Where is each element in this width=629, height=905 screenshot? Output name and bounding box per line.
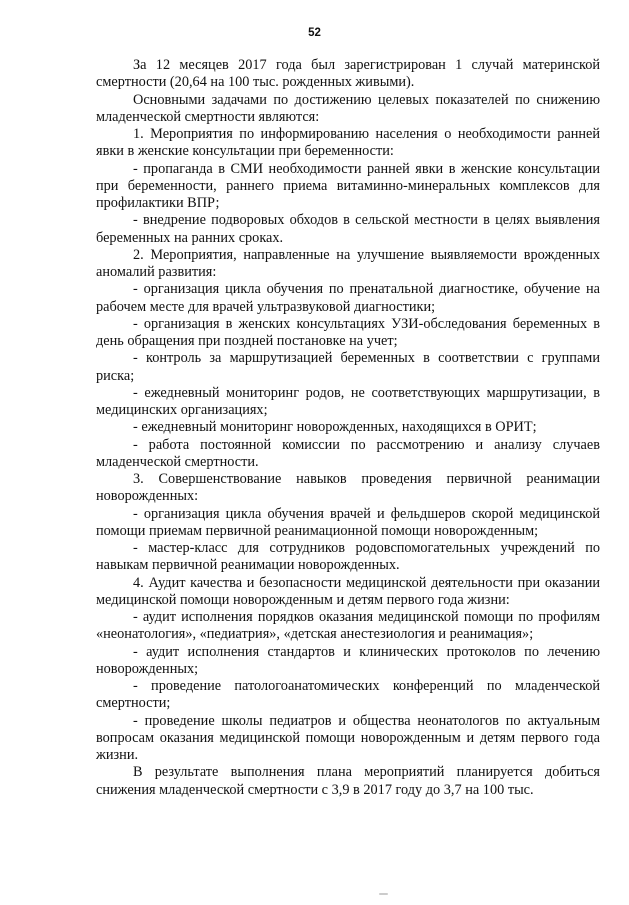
list-item: - проведение патологоанатомических конференций по младенческой смертности; — [96, 678, 600, 712]
list-item: - пропаганда в СМИ необходимости ранней явки в женские консультации при беременности, раннего приема витаминно-минеральных комплексов для профилактики ВПР; — [96, 160, 600, 211]
list-item: - внедрение подворовых обходов в сельской местности в целях выявления беременных на ранних сроках. — [96, 212, 600, 246]
list-item: - проведение школы педиатров и общества неонатологов по актуальным вопросам оказания медицинской помощи новорожденным и детям первого года жизни. — [96, 712, 600, 763]
scan-mark — [379, 893, 388, 895]
paragraph-maternal-mortality: За 12 месяцев 2017 года был зарегистрирован 1 случай материнской смертности (20,64 на 100 тыс. рожденных живыми). — [96, 57, 600, 91]
paragraph-main-tasks-intro: Основными задачами по достижению целевых показателей по снижению младенческой смертности являются: — [96, 91, 600, 125]
document-body — [96, 57, 600, 799]
section-3-heading: 3. Совершенствование навыков проведения первичной реанимации новорожденных: — [96, 471, 600, 505]
list-item: - организация цикла обучения по пренатальной диагностике, обучение на рабочем месте для врачей ультразвуковой диагностики; — [96, 281, 600, 315]
list-item: - организация цикла обучения врачей и фельдшеров скорой медицинской помощи приемам первичной реанимационной помощи новорожденным; — [96, 505, 600, 539]
list-item: - мастер-класс для сотрудников родовспомогательных учреждений по навыкам первичной реанимации новорожденных. — [96, 540, 600, 574]
page-number: 52 — [308, 27, 321, 39]
list-item: - аудит исполнения стандартов и клинических протоколов по лечению новорожденных; — [96, 643, 600, 677]
section-1-heading: 1. Мероприятия по информированию населения о необходимости ранней явки в женские консультации при беременности: — [96, 126, 600, 160]
list-item: - ежедневный мониторинг родов, не соответствующих маршрутизации, в медицинских организациях; — [96, 384, 600, 418]
list-item: - работа постоянной комиссии по рассмотрению и анализу случаев младенческой смертности. — [96, 436, 600, 470]
paragraph-expected-result: В результате выполнения плана мероприятий планируется добиться снижения младенческой смертности с 3,9 в 2017 году до 3,7 на 100 тыс. — [96, 764, 600, 798]
section-2-heading: 2. Мероприятия, направленные на улучшение выявляемости врожденных аномалий развития: — [96, 246, 600, 280]
list-item: - организация в женских консультациях УЗИ-обследования беременных в день обращения при поздней постановке на учет; — [96, 315, 600, 349]
list-item: - контроль за маршрутизацией беременных в соответствии с группами риска; — [96, 350, 600, 384]
section-4-heading: 4. Аудит качества и безопасности медицинской деятельности при оказании медицинской помощи новорожденным и детям первого года жизни: — [96, 574, 600, 608]
list-item: - ежедневный мониторинг новорожденных, находящихся в ОРИТ; — [133, 419, 537, 436]
list-item: - аудит исполнения порядков оказания медицинской помощи по профилям «неонатология», «педиатрия», «детская анестезиология и реанимация»; — [96, 609, 600, 643]
